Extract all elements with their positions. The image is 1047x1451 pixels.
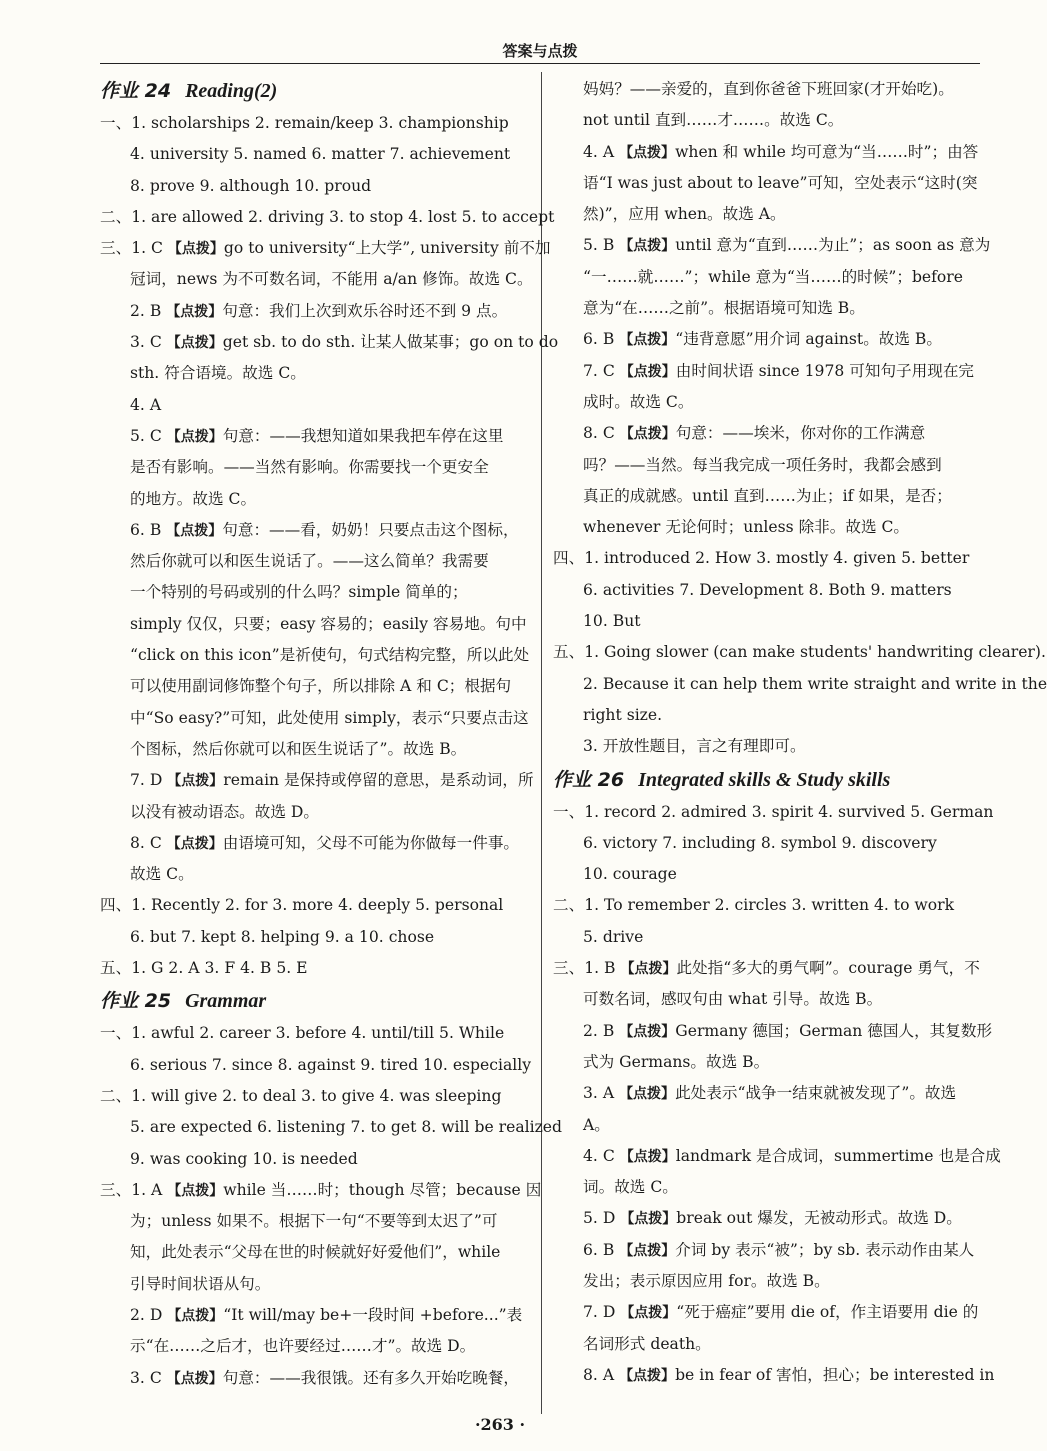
answer-line: 中“So easy?”可知，此处使用 simply，表示“只要点击这 bbox=[130, 708, 529, 727]
page-number: ·263 · bbox=[474, 1415, 526, 1434]
answer-line: 三、1. A 【点拨】while 当……时；though 尽管；because 因 bbox=[100, 1180, 542, 1199]
answer-line: 一个特别的号码或别的什么吗？simple 简单的； bbox=[130, 583, 468, 602]
answer-line: 3. A 【点拨】此处表示“战争一结束就被发现了”。故选 bbox=[583, 1084, 957, 1103]
answer-line: 四、1. introduced 2. How 3. mostly 4. given 5. better bbox=[553, 549, 970, 568]
answer-line: 词。故选 C。 bbox=[583, 1178, 678, 1197]
answer-line: 10. But bbox=[583, 612, 641, 631]
answer-line: 五、1. G 2. A 3. F 4. B 5. E bbox=[100, 959, 308, 978]
answer-line: 引导时间状语从句。 bbox=[130, 1274, 271, 1293]
answer-line: 8. C 【点拨】由语境可知，父母不可能为你做每一件事。 bbox=[130, 833, 520, 852]
section-number: 作业 26 bbox=[553, 768, 625, 791]
answer-line: 7. D 【点拨】remain 是保持或停留的意思，是系动词，所 bbox=[130, 771, 534, 790]
answer-line: 式为 Germans。故选 B。 bbox=[583, 1052, 770, 1071]
answer-line: “click on this icon”是祈使句，句式结构完整，所以此处 bbox=[130, 646, 530, 665]
answer-line: 五、1. Going slower (can make students' handwriting clearer). bbox=[553, 643, 1046, 662]
answer-line: 然)”，应用 when。故选 A。 bbox=[583, 205, 786, 224]
answer-line: 真正的成就感。until 直到……为止；if 如果，是否； bbox=[583, 486, 952, 505]
answer-line: 6. serious 7. since 8. against 9. tired 10. especially bbox=[130, 1055, 532, 1074]
section-title bbox=[100, 74, 530, 108]
section-number: 作业 25 bbox=[100, 990, 172, 1013]
answer-line: 3. C 【点拨】get sb. to do sth. 让某人做某事；go on to do bbox=[130, 333, 559, 352]
answer-line: 9. was cooking 10. is needed bbox=[130, 1149, 358, 1168]
section-name: Grammar bbox=[185, 990, 267, 1013]
answer-line: right size. bbox=[583, 705, 663, 724]
answer-line: 4. A 【点拨】when 和 while 均可意为“当……时”；由答 bbox=[583, 142, 979, 161]
section-title bbox=[100, 984, 530, 1018]
answer-line: 7. D 【点拨】“死于癌症”要用 die of，作主语要用 die 的 bbox=[583, 1303, 979, 1322]
section-name: Reading(2) bbox=[185, 80, 278, 102]
answer-line: 一、1. record 2. admired 3. spirit 4. survived 5. German bbox=[553, 802, 994, 821]
answer-line: 意为“在……之前”。根据语境可知选 B。 bbox=[583, 299, 865, 318]
answer-line: 2. B 【点拨】Germany 德国；German 德国人，其复数形 bbox=[583, 1021, 993, 1040]
answer-line: sth. 符合语境。故选 C。 bbox=[130, 364, 306, 383]
answer-line: A。 bbox=[583, 1115, 610, 1134]
answer-line: 4. university 5. named 6. matter 7. achievement bbox=[130, 145, 511, 164]
section-title bbox=[553, 763, 981, 797]
answer-line: 示“在……之后才，也许要经过……才”。故选 D。 bbox=[130, 1337, 476, 1356]
answer-line: 故选 C。 bbox=[130, 865, 194, 884]
right-column bbox=[553, 74, 1047, 1391]
answer-line: 四、1. Recently 2. for 3. more 4. deeply 5. personal bbox=[100, 896, 504, 915]
page-header: 答案与点拨 bbox=[502, 42, 578, 60]
answer-line: 可以使用副词修饰整个句子，所以排除 A 和 C；根据句 bbox=[130, 677, 512, 696]
left-column bbox=[100, 74, 563, 1394]
answer-line: 6. victory 7. including 8. symbol 9. discovery bbox=[583, 833, 937, 852]
answer-line: 5. D 【点拨】break out 爆发，无被动形式。故选 D。 bbox=[583, 1209, 962, 1228]
answer-line: 6. B 【点拨】介词 by 表示“被”；by sb. 表示动作由某人 bbox=[583, 1240, 975, 1259]
answer-line: 成时。故选 C。 bbox=[583, 392, 694, 411]
section-name: Integrated skills & Study skills bbox=[638, 768, 891, 791]
answer-line: 5. B 【点拨】until 意为“直到……为止”；as soon as 意为 bbox=[583, 236, 991, 255]
answer-line: 3. 开放性题目，言之有理即可。 bbox=[583, 737, 806, 756]
answer-line: 三、1. B 【点拨】此处指“多大的勇气啊”。courage 勇气，不 bbox=[553, 959, 980, 978]
answer-line: 是否有影响。——当然有影响。你需要找一个更安全 bbox=[130, 458, 489, 477]
answer-line: 2. B 【点拨】句意：我们上次到欢乐谷时还不到 9 点。 bbox=[130, 301, 508, 320]
answer-line: 知，此处表示“父母在世的时候就好好爱他们”，while bbox=[130, 1243, 501, 1262]
answer-line: 2. D 【点拨】“It will/may be+一段时间 +before...”表 bbox=[130, 1305, 523, 1324]
answer-line: 5. drive bbox=[583, 927, 644, 946]
answer-line: 10. courage bbox=[583, 865, 677, 884]
answer-line: 吗？——当然。每当我完成一项任务时，我都会感到 bbox=[583, 455, 942, 474]
answer-line: 3. C 【点拨】句意：——我很饿。还有多久开始吃晚餐， bbox=[130, 1368, 520, 1387]
answer-line: 6. B 【点拨】“违背意愿”用介词 against。故选 B。 bbox=[583, 330, 942, 349]
answer-line: “一……就……”；while 意为“当……的时候”；before bbox=[583, 267, 963, 286]
answer-line: 然后你就可以和医生说话了。——这么简单？我需要 bbox=[130, 552, 489, 571]
answer-line: 5. C 【点拨】句意：——我想知道如果我把车停在这里 bbox=[130, 426, 504, 445]
answer-line: 一、1. scholarships 2. remain/keep 3. championship bbox=[100, 114, 509, 132]
column-divider bbox=[541, 72, 542, 1414]
answer-line: 4. A bbox=[130, 395, 162, 414]
answer-line: 妈妈？——亲爱的，直到你爸爸下班回家(才开始吃)。 bbox=[583, 80, 954, 98]
answer-line: 二、1. To remember 2. circles 3. written 4. to work bbox=[553, 896, 955, 915]
answer-line: 7. C 【点拨】由时间状语 since 1978 可知句子用现在完 bbox=[583, 361, 975, 380]
answer-line: 三、1. C 【点拨】go to university“上大学”, university 前不加 bbox=[100, 239, 551, 258]
answer-line: 5. are expected 6. listening 7. to get 8. will be realized bbox=[130, 1118, 563, 1137]
answer-line: 8. C 【点拨】句意：——埃米，你对你的工作满意 bbox=[583, 424, 926, 443]
answer-line: 冠词，news 为不可数名词，不能用 a/an 修饰。故选 C。 bbox=[130, 270, 533, 289]
answer-line: 8. A 【点拨】be in fear of 害怕，担心；be interested in bbox=[583, 1365, 995, 1384]
answer-line: 二、1. are allowed 2. driving 3. to stop 4. lost 5. to accept bbox=[100, 207, 555, 226]
answer-line: 2. Because it can help them write straight and write in the bbox=[583, 674, 1047, 693]
answer-line: 发出；表示原因应用 for。故选 B。 bbox=[583, 1271, 830, 1290]
answer-line: 6. B 【点拨】句意：——看，奶奶！只要点击这个图标， bbox=[130, 520, 519, 539]
answer-line: 4. C 【点拨】landmark 是合成词，summertime 也是合成 bbox=[583, 1146, 1001, 1165]
header-rule bbox=[100, 63, 980, 64]
answer-line: 二、1. will give 2. to deal 3. to give 4. was sleeping bbox=[100, 1086, 502, 1105]
answer-line: 6. activities 7. Development 8. Both 9. matters bbox=[583, 580, 952, 599]
section-number: 作业 24 bbox=[100, 80, 172, 102]
answer-line: 一、1. awful 2. career 3. before 4. until/till 5. While bbox=[100, 1024, 505, 1043]
answer-line: 以没有被动语态。故选 D。 bbox=[130, 802, 319, 821]
answer-line: not until 直到……才……。故选 C。 bbox=[583, 111, 844, 130]
answer-line: 语“I was just about to leave”可知，空处表示“这时(突 bbox=[583, 173, 978, 192]
answer-line: simply 仅仅，只要；easy 容易的；easily 容易地。句中 bbox=[130, 614, 527, 633]
answer-line: 的地方。故选 C。 bbox=[130, 489, 257, 508]
answer-line: 为；unless 如果不。根据下一句“不要等到太迟了”可 bbox=[130, 1212, 498, 1231]
answer-line: 个图标，然后你就可以和医生说话了”。故选 B。 bbox=[130, 739, 467, 758]
answer-line: 6. but 7. kept 8. helping 9. a 10. chose bbox=[130, 927, 435, 946]
answer-line: 8. prove 9. although 10. proud bbox=[130, 176, 372, 195]
answer-line: whenever 无论何时；unless 除非。故选 C。 bbox=[583, 518, 910, 537]
answer-line: 名词形式 death。 bbox=[583, 1334, 711, 1353]
answer-line: 可数名词，感叹句由 what 引导。故选 B。 bbox=[583, 990, 883, 1009]
